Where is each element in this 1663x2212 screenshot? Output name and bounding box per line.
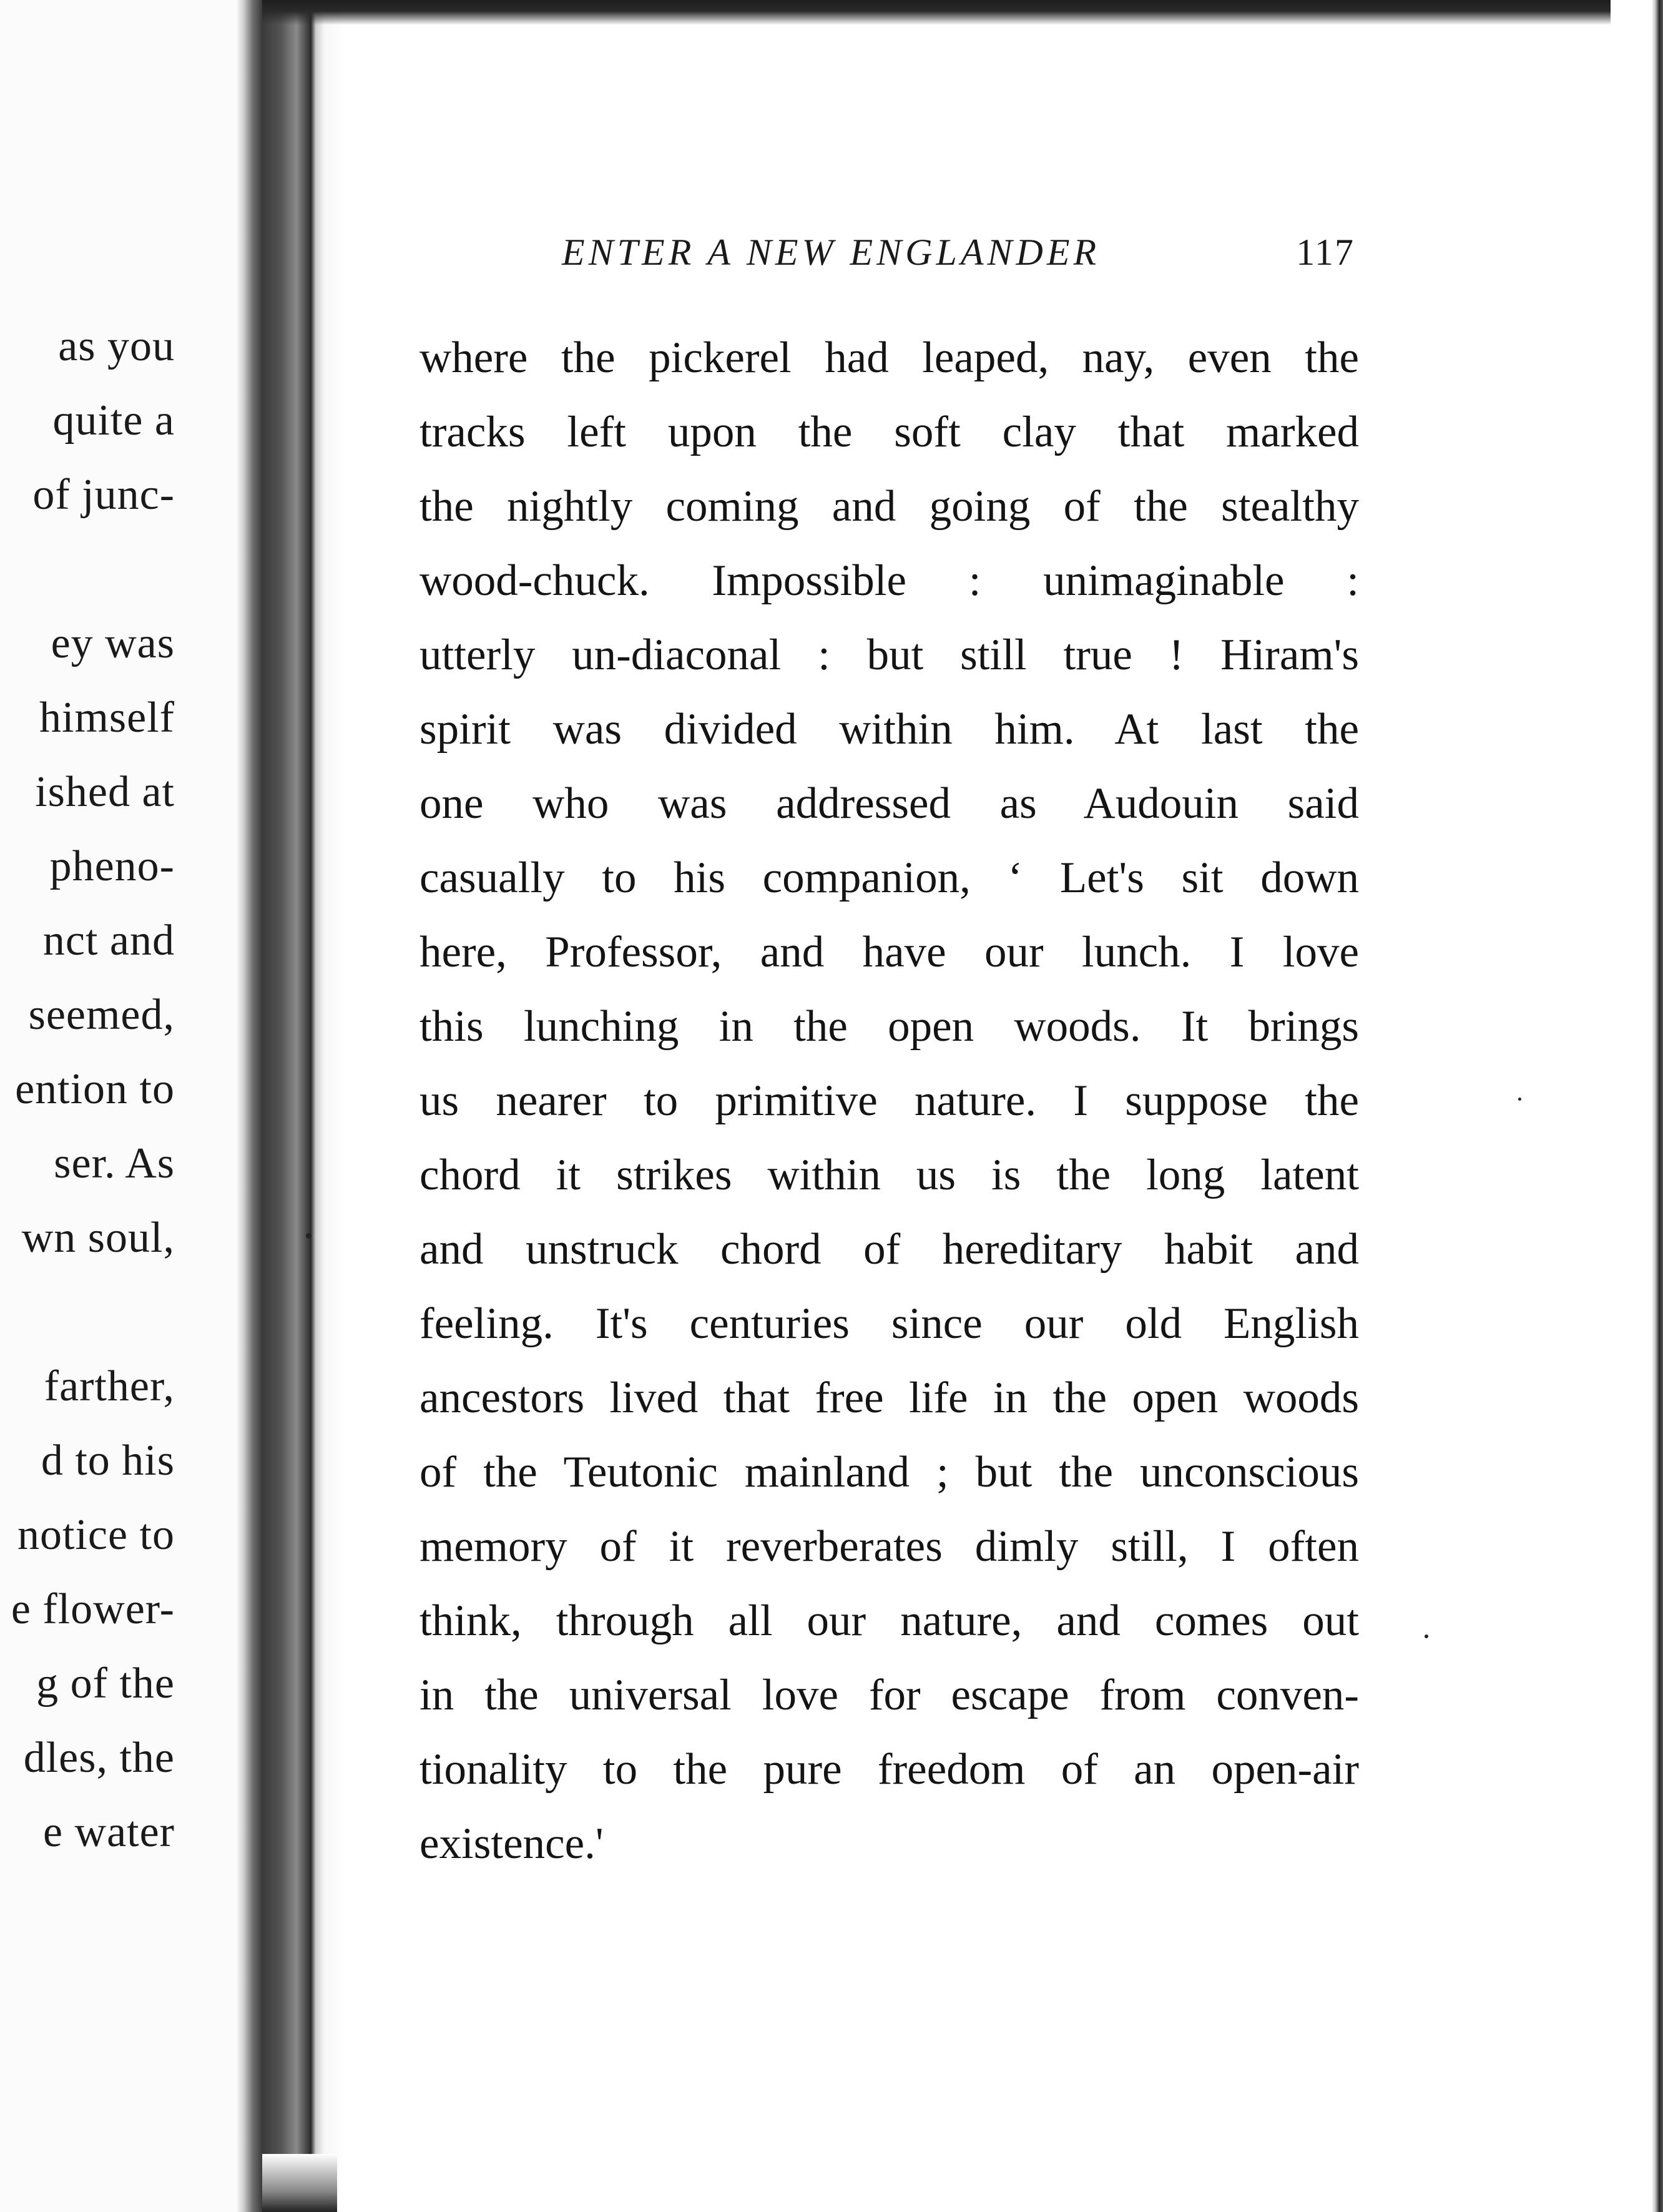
previous-page — [0, 0, 237, 2212]
previous-page-line: d to his — [41, 1437, 175, 1485]
previous-page-line: himself — [39, 694, 175, 742]
previous-page-line: dles, the — [23, 1734, 175, 1782]
previous-page-line: g of the — [36, 1659, 175, 1708]
ink-speck — [306, 1233, 312, 1239]
right-page-edge — [1652, 0, 1663, 2212]
body-line: and unstruck chord of hereditary habit and — [419, 1225, 1359, 1274]
previous-page-line: quite a — [52, 396, 175, 445]
bottom-corner-shadow — [262, 2154, 337, 2212]
previous-page-line: ention to — [15, 1065, 175, 1113]
body-line: casually to his companion, ‘ Let's sit down — [419, 853, 1359, 902]
body-line: feeling. It's centuries since our old English — [419, 1299, 1359, 1348]
previous-page-line: farther, — [44, 1362, 175, 1410]
previous-page-line: ey was — [51, 619, 175, 667]
body-line: tionality to the pure freedom of an open-air — [419, 1745, 1359, 1794]
body-line: memory of it reverberates dimly still, I often — [419, 1522, 1359, 1571]
body-line: of the Teutonic mainland ; but the unconscious — [419, 1448, 1359, 1497]
top-edge-shadow — [262, 0, 1611, 25]
body-line: utterly un-diaconal : but still true ! Hiram's — [419, 631, 1359, 679]
previous-page-line: wn soul, — [21, 1214, 175, 1262]
body-line: tracks left upon the soft clay that marked — [419, 408, 1359, 456]
body-line: existence.' — [419, 1819, 604, 1868]
previous-page-line: as you — [58, 322, 175, 370]
previous-page-line: ser. As — [54, 1139, 175, 1187]
ink-speck — [1425, 1634, 1428, 1638]
previous-page-line: e flower- — [11, 1585, 175, 1633]
body-line: us nearer to primitive nature. I suppose the — [419, 1076, 1359, 1125]
body-line: this lunching in the open woods. It brings — [419, 1002, 1359, 1051]
body-line: ancestors lived that free life in the open woods — [419, 1374, 1359, 1422]
running-head: ENTER A NEW ENGLANDER — [562, 232, 1101, 273]
body-line: here, Professor, and have our lunch. I love — [419, 928, 1359, 976]
body-line: wood-chuck. Impossible : unimaginable : — [419, 556, 1359, 605]
previous-page-line: e water — [42, 1808, 175, 1856]
previous-page-line: notice to — [17, 1511, 175, 1559]
previous-page-line: of junc- — [32, 471, 175, 519]
previous-page-line: nct and — [42, 917, 175, 965]
body-line: where the pickerel had leaped, nay, even the — [419, 333, 1359, 382]
previous-page-line: ished at — [35, 768, 175, 816]
previous-page-line: seemed, — [28, 991, 175, 1039]
body-line: one who was addressed as Audouin said — [419, 779, 1359, 828]
previous-page-line: pheno- — [49, 842, 175, 890]
binding-gutter-shadow — [237, 0, 343, 2212]
ink-speck — [1518, 1098, 1521, 1101]
page-header — [562, 231, 1355, 287]
body-line: think, through all our nature, and comes out — [419, 1596, 1359, 1645]
body-line: chord it strikes within us is the long latent — [419, 1151, 1359, 1199]
body-line: spirit was divided within him. At last the — [419, 705, 1359, 754]
page-number: 117 — [1296, 232, 1355, 273]
page-body-text — [419, 334, 1359, 1894]
body-line: the nightly coming and going of the stealthy — [419, 482, 1359, 531]
body-line: in the universal love for escape from conven- — [419, 1671, 1359, 1719]
